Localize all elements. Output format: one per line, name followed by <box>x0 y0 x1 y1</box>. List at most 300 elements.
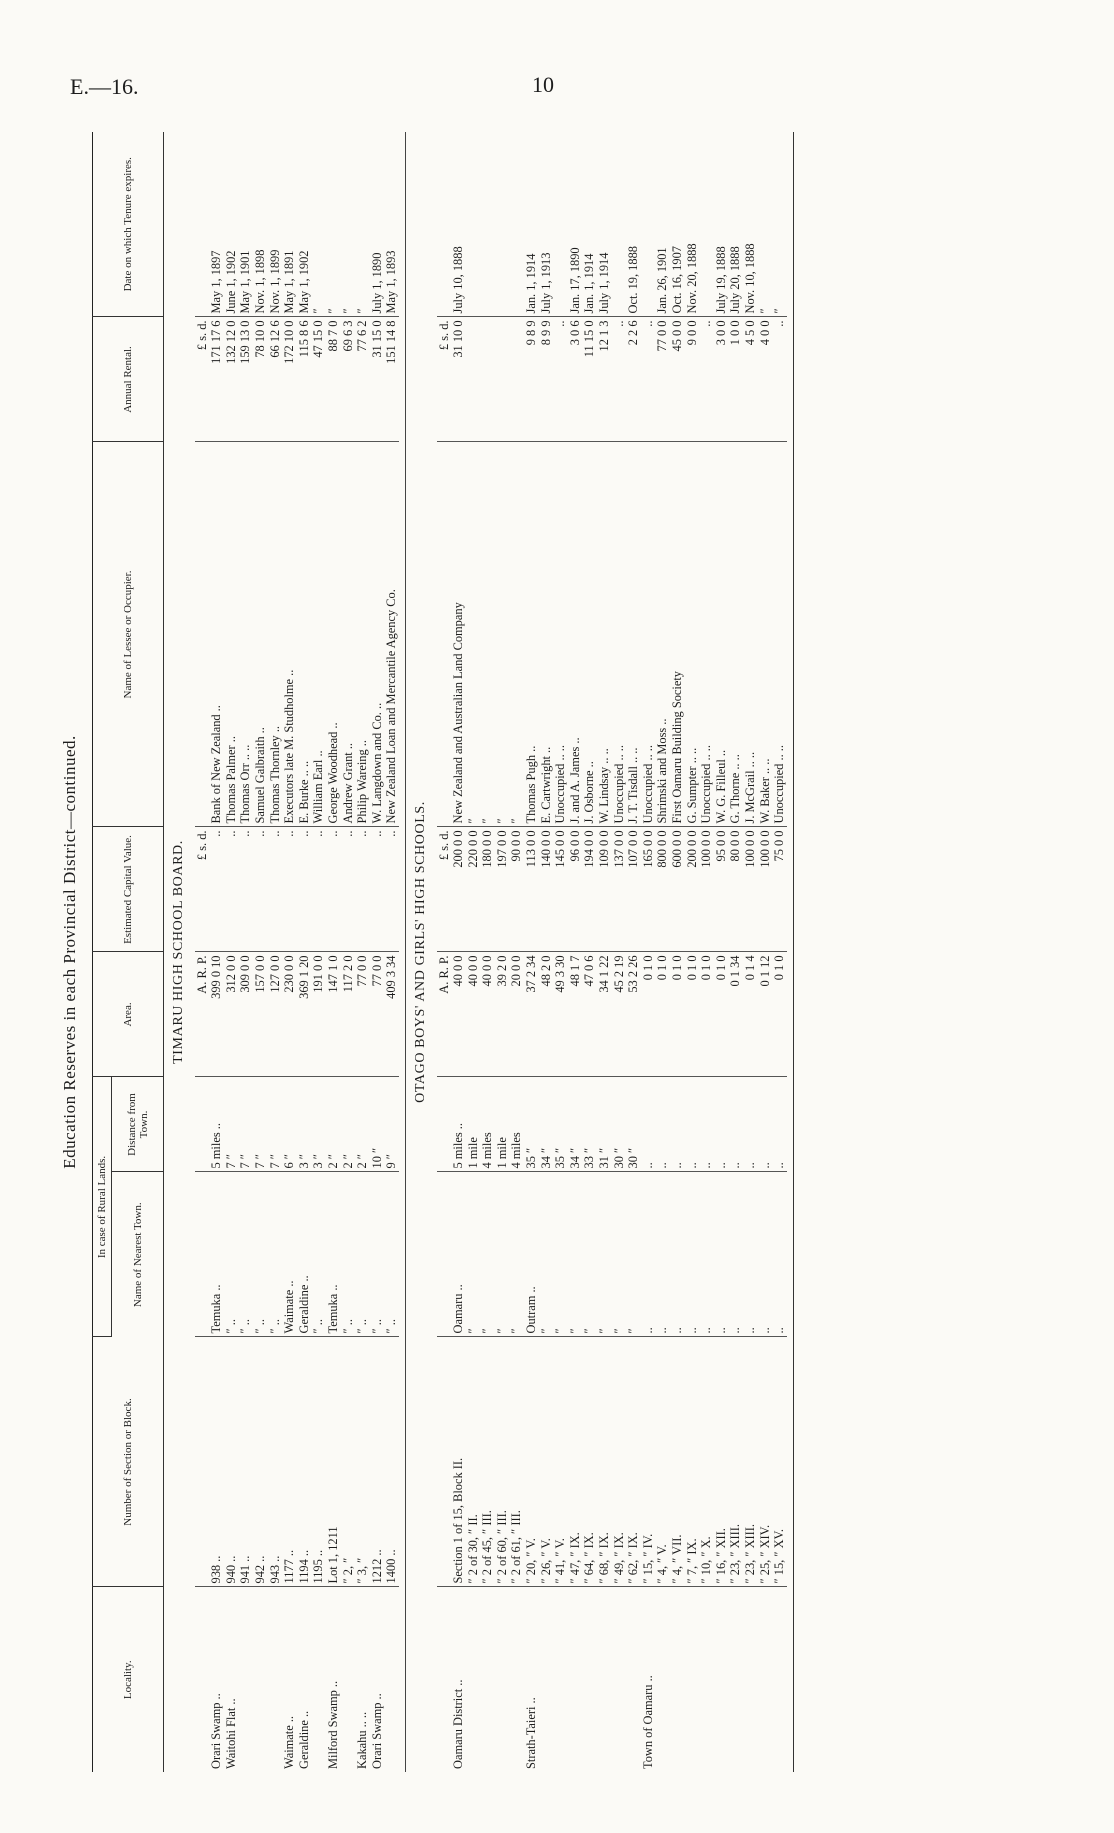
cell-loc: Strath-Taieri .. <box>524 1697 539 1769</box>
cell-dist: 33 ″ <box>582 1077 597 1172</box>
cell-tenure: ″ <box>341 132 356 317</box>
cell-lessee: Unoccupied .. .. <box>553 442 568 827</box>
unit-spacer <box>437 1587 452 1772</box>
cell-cap: 80 0 0 <box>728 827 743 952</box>
cell-tenure: Jan. 26, 1901 <box>655 132 670 317</box>
cell-town: ″ .. <box>238 1172 253 1337</box>
cell-sec: 943 .. <box>268 1337 283 1587</box>
cell-loc <box>311 1587 326 1772</box>
cell-town: ″ <box>597 1172 612 1337</box>
cell-rent: 77 6 2 <box>355 317 370 442</box>
cell-tenure: Nov. 1, 1899 <box>268 132 283 317</box>
cell-lessee: New Zealand and Australian Land Company <box>451 442 466 827</box>
cell-lessee: Unoccupied .. .. <box>699 442 714 827</box>
col-rental: Annual Rental. <box>93 317 164 442</box>
cell-loc: Milford Swamp .. <box>325 1680 340 1769</box>
cell-area: 191 0 0 <box>311 952 326 1077</box>
cell-tenure: Jan. 17, 1890 <box>568 132 583 317</box>
cell-cap: 137 0 0 <box>612 827 627 952</box>
cell-cap: 165 0 0 <box>641 827 656 952</box>
table-row <box>495 132 510 1772</box>
table-title: Education Reserves in each Provincial District—continued. <box>60 735 79 1169</box>
cell-town: .. <box>685 1172 700 1337</box>
cell-tenure: July 1, 1890 <box>370 132 385 317</box>
cell-rent: 45 0 0 <box>670 317 685 442</box>
cell-sec: 1177 .. <box>282 1337 297 1587</box>
cell-sec: 942 .. <box>253 1337 268 1587</box>
cell-tenure <box>466 132 481 317</box>
cell-town: .. <box>714 1172 729 1337</box>
cell-area: 77 0 0 <box>355 952 370 1077</box>
cell-lessee: J. T. Tisdall .. .. <box>626 442 641 827</box>
cell-dist: 9 ″ <box>384 1077 399 1172</box>
cell-lessee: E. Burke .. .. <box>297 442 312 827</box>
cell-loc: Orari Swamp .. <box>209 1693 224 1769</box>
table-row <box>728 132 743 1772</box>
cell-tenure <box>495 132 510 317</box>
cell-dist: 31 ″ <box>597 1077 612 1172</box>
cell-lessee: E. Cartwright .. <box>539 442 554 827</box>
cell-loc: Town of Oamaru .. <box>640 1675 655 1769</box>
cell-rent: 31 15 0 <box>370 317 385 442</box>
table-row <box>553 132 568 1772</box>
table-row <box>597 132 612 1772</box>
cell-loc: Waitohi Flat .. <box>223 1698 238 1769</box>
cell-cap: 95 0 0 <box>714 827 729 952</box>
cell-sec: Section 1 of 15, Block II. <box>451 1337 466 1587</box>
cell-lessee: ″ <box>480 442 495 827</box>
table-row <box>670 132 685 1772</box>
cell-loc <box>539 1587 554 1772</box>
cell-area: 0 1 0 <box>699 952 714 1077</box>
unit-spacer <box>437 442 452 827</box>
cell-loc: Orari Swamp .. <box>369 1693 384 1769</box>
unit-label-cap: £ s. d. <box>195 827 210 952</box>
cell-sec: ″ 7, ″ IX. <box>685 1337 700 1587</box>
cell-rent: 4 0 0 <box>758 317 773 442</box>
cell-area: 127 0 0 <box>268 952 283 1077</box>
unit-label-area: A. R. P. <box>437 952 452 1077</box>
cell-sec: ″ 2 of 30, ″ II. <box>466 1337 481 1587</box>
cell-sec: ″ 20, ″ V. <box>524 1337 539 1587</box>
cell-rent: .. <box>641 317 656 442</box>
cell-loc <box>268 1587 283 1772</box>
cell-sec: ″ 23, ″ XIII. <box>743 1337 758 1587</box>
table-row <box>758 132 773 1772</box>
cell-town: ″ <box>539 1172 554 1337</box>
cell-area: 37 2 34 <box>524 952 539 1077</box>
cell-lessee: Unoccupied .. .. <box>641 442 656 827</box>
cell-loc <box>253 1587 268 1772</box>
cell-cap: .. <box>253 827 268 952</box>
cell-rent: 88 7 0 <box>326 317 341 442</box>
cell-sec: Lot 1, 1211 <box>326 1337 341 1587</box>
cell-cap: 90 0 0 <box>509 827 524 952</box>
cell-area: 34 1 22 <box>597 952 612 1077</box>
unit-label-rent: £ s. d. <box>195 317 210 442</box>
cell-lessee: Thomas Pugh .. <box>524 442 539 827</box>
cell-lessee: Philip Wareing .. <box>355 442 370 827</box>
cell-lessee: Thomas Palmer .. <box>224 442 239 827</box>
cell-cap: .. <box>268 827 283 952</box>
unit-spacer <box>195 1172 210 1337</box>
cell-loc: Geraldine .. <box>296 1710 311 1769</box>
cell-area: 0 1 0 <box>641 952 656 1077</box>
cell-area: 40 0 0 <box>451 952 466 1077</box>
cell-tenure: May 1, 1893 <box>384 132 399 317</box>
cell-cap: .. <box>355 827 370 952</box>
cell-cap: 600 0 0 <box>670 827 685 952</box>
cell-sec: 1400 .. <box>384 1337 399 1587</box>
cell-area: 0 1 12 <box>758 952 773 1077</box>
table-row <box>253 132 268 1772</box>
cell-rent: 3 0 6 <box>568 317 583 442</box>
cell-area: 147 1 0 <box>326 952 341 1077</box>
cell-area: 157 0 0 <box>253 952 268 1077</box>
cell-town: ″ .. <box>253 1172 268 1337</box>
cell-dist: .. <box>655 1077 670 1172</box>
cell-town: .. <box>699 1172 714 1337</box>
cell-town: .. <box>743 1172 758 1337</box>
cell-tenure: Oct. 16, 1907 <box>670 132 685 317</box>
cell-lessee: Shrimski and Moss .. <box>655 442 670 827</box>
cell-town: ″ <box>612 1172 627 1337</box>
cell-loc <box>384 1587 399 1772</box>
cell-town: ″ .. <box>224 1172 239 1337</box>
cell-town: ″ .. <box>311 1172 326 1337</box>
cell-loc <box>743 1587 758 1772</box>
cell-tenure: ″ <box>326 132 341 317</box>
cell-area: 0 1 0 <box>655 952 670 1077</box>
section-heading: TIMARU HIGH SCHOOL BOARD. <box>164 132 195 1772</box>
cell-sec: 938 .. <box>209 1337 224 1587</box>
cell-dist: 1 mile <box>495 1077 510 1172</box>
cell-cap: 113 0 0 <box>524 827 539 952</box>
cell-area: 409 3 34 <box>384 952 399 1077</box>
cell-dist: 5 miles .. <box>209 1077 224 1172</box>
table-row <box>238 132 253 1772</box>
cell-area: 369 1 20 <box>297 952 312 1077</box>
cell-loc <box>626 1587 641 1772</box>
cell-loc <box>341 1587 356 1772</box>
cell-dist: .. <box>758 1077 773 1172</box>
cell-rent: 66 12 6 <box>268 317 283 442</box>
col-lessee: Name of Lessee or Occupier. <box>93 442 164 827</box>
col-section: Number of Section or Block. <box>93 1337 164 1587</box>
cell-rent: .. <box>699 317 714 442</box>
table-row <box>384 132 399 1772</box>
cell-dist: .. <box>670 1077 685 1172</box>
cell-lessee: W. G. Filleul .. <box>714 442 729 827</box>
cell-rent: .. <box>772 317 787 442</box>
cell-tenure: ″ <box>311 132 326 317</box>
cell-cap: 800 0 0 <box>655 827 670 952</box>
cell-dist: 30 ″ <box>626 1077 641 1172</box>
cell-area: 0 1 0 <box>772 952 787 1077</box>
cell-tenure: ″ <box>772 132 787 317</box>
cell-lessee: New Zealand Loan and Mercantile Agency Co. <box>384 442 399 827</box>
cell-town: Temuka .. <box>209 1172 224 1337</box>
cell-loc <box>699 1587 714 1772</box>
cell-tenure: May 1, 1897 <box>209 132 224 317</box>
cell-tenure <box>480 132 495 317</box>
cell-loc <box>495 1587 510 1772</box>
cell-lessee: ″ <box>509 442 524 827</box>
cell-dist: 1 mile <box>466 1077 481 1172</box>
cell-tenure: July 19, 1888 <box>714 132 729 317</box>
cell-rent <box>480 317 495 442</box>
col-tenure: Date on which Tenure expires. <box>93 132 164 317</box>
cell-sec: ″ 10, ″ X. <box>699 1337 714 1587</box>
unit-spacer <box>437 1077 452 1172</box>
cell-tenure: Jan. 1, 1914 <box>582 132 597 317</box>
cell-tenure: May 1, 1891 <box>282 132 297 317</box>
cell-sec: ″ 64, ″ IX. <box>582 1337 597 1587</box>
cell-sec: ″ 23, ″ XIII. <box>728 1337 743 1587</box>
cell-loc: Waimate .. <box>282 1715 297 1769</box>
cell-area: 309 0 0 <box>238 952 253 1077</box>
cell-area: 117 2 0 <box>341 952 356 1077</box>
table-row <box>355 132 370 1772</box>
cell-lessee: Thomas Thornley .. <box>268 442 283 827</box>
table-row <box>466 132 481 1772</box>
cell-cap: 200 0 0 <box>685 827 700 952</box>
cell-sec: ″ 2, ″ <box>341 1337 356 1587</box>
cell-loc <box>597 1587 612 1772</box>
cell-lessee: J. McGrail .. .. <box>743 442 758 827</box>
cell-sec: 940 .. <box>224 1337 239 1587</box>
cell-tenure: Jan. 1, 1914 <box>524 132 539 317</box>
cell-town: ″ <box>553 1172 568 1337</box>
col-town: Name of Nearest Town. <box>112 1172 164 1337</box>
cell-tenure: July 20, 1888 <box>728 132 743 317</box>
cell-rent: 172 10 0 <box>282 317 297 442</box>
cell-lessee: Samuel Galbraith .. <box>253 442 268 827</box>
table-row <box>612 132 627 1772</box>
cell-rent <box>466 317 481 442</box>
table-row <box>626 132 641 1772</box>
cell-cap: 194 0 0 <box>582 827 597 952</box>
unit-spacer <box>195 1077 210 1172</box>
cell-dist: 10 ″ <box>370 1077 385 1172</box>
cell-area: 53 2 26 <box>626 952 641 1077</box>
education-reserves-table <box>92 132 794 1772</box>
cell-loc: Kakahu .. .. <box>355 1711 370 1769</box>
cell-area: 0 1 0 <box>685 952 700 1077</box>
rotated-table-region <box>60 132 1112 1772</box>
cell-town: Oamaru .. <box>451 1172 466 1337</box>
cell-cap: 220 0 0 <box>466 827 481 952</box>
cell-town: Temuka .. <box>326 1172 341 1337</box>
unit-spacer <box>195 132 210 317</box>
cell-area: 0 1 4 <box>743 952 758 1077</box>
table-row <box>224 132 239 1772</box>
cell-dist: .. <box>714 1077 729 1172</box>
cell-sec: ″ 2 of 60, ″ III. <box>495 1337 510 1587</box>
table-row <box>268 132 283 1772</box>
document-code: E.—16. <box>70 74 139 99</box>
cell-lessee: J. Osborne .. <box>582 442 597 827</box>
cell-tenure: ″ <box>355 132 370 317</box>
table-row <box>509 132 524 1772</box>
cell-dist: 2 ″ <box>341 1077 356 1172</box>
cell-area: 230 0 0 <box>282 952 297 1077</box>
cell-sec: ″ 3, ″ <box>355 1337 370 1587</box>
cell-tenure: July 1, 1913 <box>539 132 554 317</box>
cell-rent: 9 0 0 <box>685 317 700 442</box>
unit-label-area: A. R. P. <box>195 952 210 1077</box>
cell-tenure: Nov. 1, 1898 <box>253 132 268 317</box>
cell-cap: 96 0 0 <box>568 827 583 952</box>
cell-sec: ″ 68, ″ IX. <box>597 1337 612 1587</box>
cell-rent: 4 5 0 <box>743 317 758 442</box>
cell-loc <box>553 1587 568 1772</box>
cell-tenure: Nov. 10, 1888 <box>743 132 758 317</box>
units-row <box>437 132 452 1772</box>
cell-rent: 9 8 9 <box>524 317 539 442</box>
table-row <box>524 132 539 1772</box>
cell-rent: 11 15 0 <box>582 317 597 442</box>
section-group <box>405 132 793 1772</box>
cell-dist: .. <box>641 1077 656 1172</box>
unit-spacer <box>437 1337 452 1587</box>
cell-rent: 159 13 0 <box>238 317 253 442</box>
cell-tenure: July 1, 1914 <box>597 132 612 317</box>
cell-cap: 100 0 0 <box>743 827 758 952</box>
cell-lessee: George Woodhead .. <box>326 442 341 827</box>
cell-lessee: J. and A. James .. <box>568 442 583 827</box>
cell-town: .. <box>655 1172 670 1337</box>
cell-tenure <box>641 132 656 317</box>
cell-town: ″ <box>626 1172 641 1337</box>
cell-area: 312 0 0 <box>224 952 239 1077</box>
cell-area: 47 0 6 <box>582 952 597 1077</box>
col-locality: Locality. <box>93 1587 164 1772</box>
section-group <box>164 132 406 1772</box>
cell-lessee: Thomas Orr .. .. <box>238 442 253 827</box>
cell-rent: 78 10 0 <box>253 317 268 442</box>
cell-cap: .. <box>311 827 326 952</box>
cell-town: Outram .. <box>524 1172 539 1337</box>
table-row <box>714 132 729 1772</box>
cell-rent: 132 12 0 <box>224 317 239 442</box>
cell-cap: .. <box>224 827 239 952</box>
unit-spacer <box>195 442 210 827</box>
cell-lessee: ″ <box>495 442 510 827</box>
cell-sec: ″ 62, ″ IX. <box>626 1337 641 1587</box>
cell-cap: 197 0 0 <box>495 827 510 952</box>
cell-tenure: June 1, 1902 <box>224 132 239 317</box>
cell-area: 45 2 19 <box>612 952 627 1077</box>
cell-area: 40 0 0 <box>480 952 495 1077</box>
cell-sec: ″ 49, ″ IX. <box>612 1337 627 1587</box>
cell-loc <box>238 1587 253 1772</box>
cell-area: 20 0 0 <box>509 952 524 1077</box>
cell-rent <box>509 317 524 442</box>
cell-loc <box>509 1587 524 1772</box>
units-row <box>195 132 210 1772</box>
cell-lessee: First Oamaru Building Society <box>670 442 685 827</box>
cell-dist: 4 miles <box>480 1077 495 1172</box>
cell-lessee: G. Thorne .. .. <box>728 442 743 827</box>
cell-cap: 145 0 0 <box>553 827 568 952</box>
cell-town: Waimate .. <box>282 1172 297 1337</box>
table-row <box>743 132 758 1772</box>
table-row <box>539 132 554 1772</box>
cell-area: 39 2 0 <box>495 952 510 1077</box>
cell-dist: .. <box>728 1077 743 1172</box>
unit-spacer <box>437 1172 452 1337</box>
cell-loc <box>772 1587 787 1772</box>
cell-sec: ″ 4, ″ V. <box>655 1337 670 1587</box>
cell-cap: 100 0 0 <box>699 827 714 952</box>
cell-cap: 200 0 0 <box>451 827 466 952</box>
cell-area: 0 1 34 <box>728 952 743 1077</box>
cell-loc <box>480 1587 495 1772</box>
cell-sec: ″ 26, ″ V. <box>539 1337 554 1587</box>
col-capital: Estimated Capital Value. <box>93 827 164 952</box>
cell-cap: 140 0 0 <box>539 827 554 952</box>
cell-dist: 2 ″ <box>355 1077 370 1172</box>
cell-dist: 34 ″ <box>568 1077 583 1172</box>
cell-town: ″ .. <box>268 1172 283 1337</box>
cell-town: ″ .. <box>355 1172 370 1337</box>
cell-dist: .. <box>685 1077 700 1172</box>
table-row <box>641 132 656 1772</box>
cell-cap: .. <box>384 827 399 952</box>
cell-rent: 31 10 0 <box>451 317 466 442</box>
cell-cap: 109 0 0 <box>597 827 612 952</box>
cell-rent <box>495 317 510 442</box>
cell-sec: ″ 15, ″ XV. <box>772 1337 787 1587</box>
table-row <box>480 132 495 1772</box>
col-distance: Distance from Town. <box>112 1077 164 1172</box>
cell-rent: 8 9 9 <box>539 317 554 442</box>
cell-area: 49 3 30 <box>553 952 568 1077</box>
cell-town: ″ <box>568 1172 583 1337</box>
cell-cap: .. <box>297 827 312 952</box>
cell-cap: 75 0 0 <box>772 827 787 952</box>
cell-cap: .. <box>341 827 356 952</box>
cell-rent: 115 8 6 <box>297 317 312 442</box>
cell-dist: 7 ″ <box>253 1077 268 1172</box>
cell-rent: 47 15 0 <box>311 317 326 442</box>
cell-dist: 5 miles .. <box>451 1077 466 1172</box>
table-row <box>772 132 787 1772</box>
cell-loc <box>685 1587 700 1772</box>
cell-rent: 3 0 0 <box>714 317 729 442</box>
cell-rent: 2 2 6 <box>626 317 641 442</box>
cell-dist: 7 ″ <box>224 1077 239 1172</box>
cell-dist: 35 ″ <box>553 1077 568 1172</box>
cell-sec: ″ 47, ″ IX. <box>568 1337 583 1587</box>
cell-lessee: Executors late M. Studholme .. <box>282 442 297 827</box>
cell-cap: 180 0 0 <box>480 827 495 952</box>
cell-sec: ″ 4, ″ VII. <box>670 1337 685 1587</box>
cell-dist: 3 ″ <box>311 1077 326 1172</box>
cell-tenure: Nov. 20, 1888 <box>685 132 700 317</box>
spacer <box>787 132 794 1772</box>
cell-cap: .. <box>238 827 253 952</box>
cell-area: 48 2 0 <box>539 952 554 1077</box>
cell-area: 40 0 0 <box>466 952 481 1077</box>
cell-loc <box>466 1587 481 1772</box>
cell-lessee: W. Baker .. .. <box>758 442 773 827</box>
cell-rent: 12 1 3 <box>597 317 612 442</box>
cell-lessee: W. Lindsay .. .. <box>597 442 612 827</box>
cell-dist: 30 ″ <box>612 1077 627 1172</box>
cell-town: ″ <box>466 1172 481 1337</box>
